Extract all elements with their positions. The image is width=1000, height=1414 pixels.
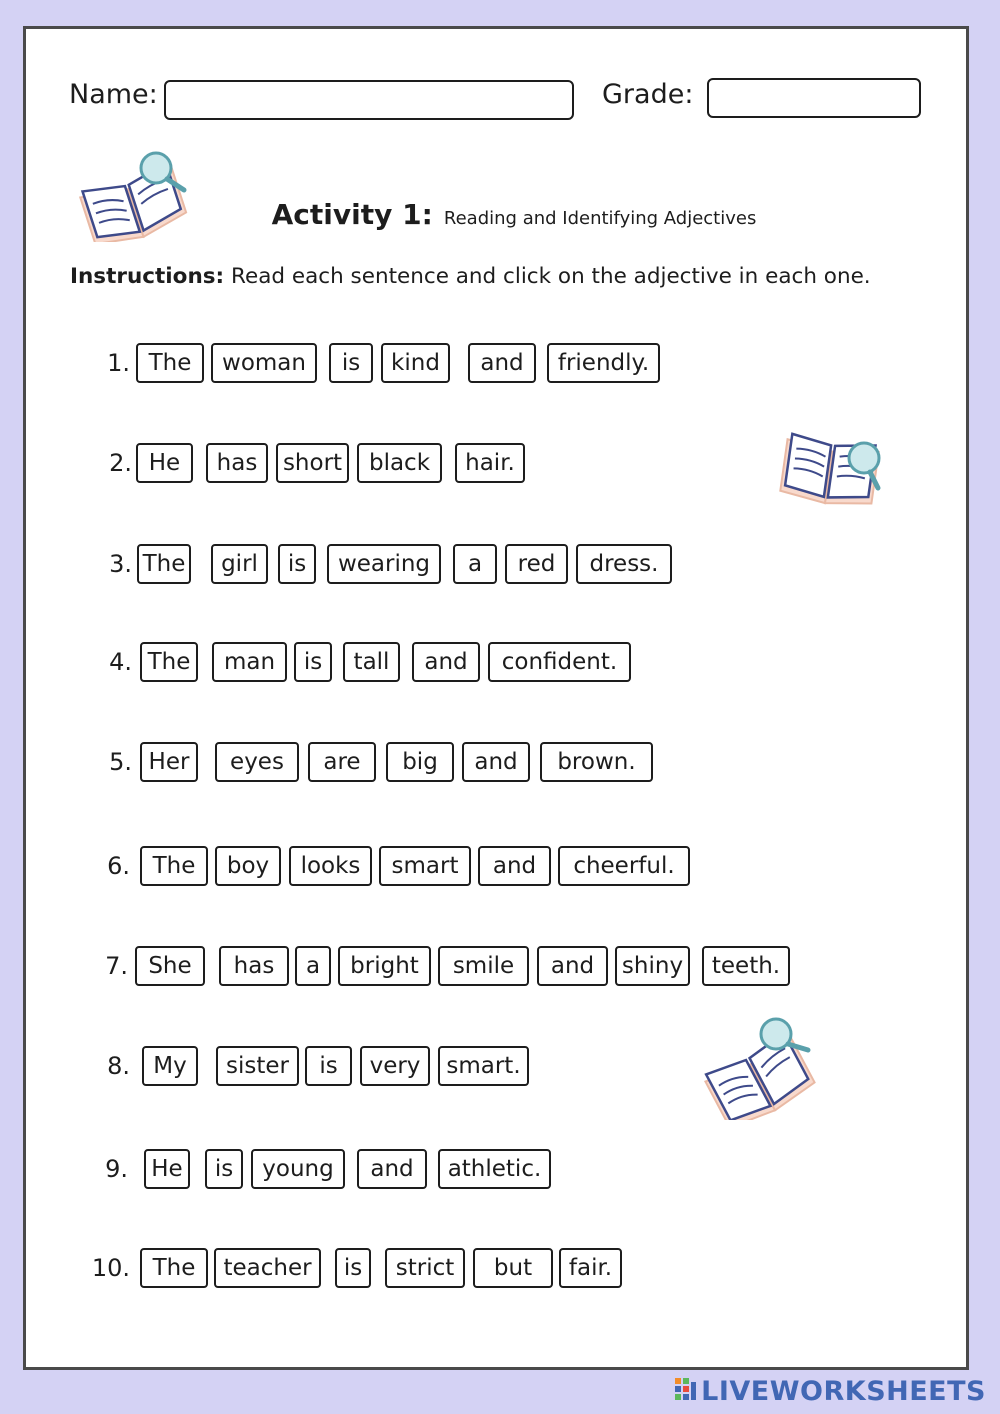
word-box[interactable]: and <box>468 343 536 383</box>
word-box[interactable]: eyes <box>215 742 299 782</box>
word-box[interactable]: smart <box>379 846 471 886</box>
word-box[interactable]: brown. <box>540 742 653 782</box>
instructions <box>70 264 970 289</box>
word-box[interactable]: athletic. <box>438 1149 551 1189</box>
word-box[interactable]: is <box>205 1149 243 1189</box>
word-box[interactable]: dress. <box>576 544 672 584</box>
activity-subtitle: Reading and Identifying Adjectives <box>443 208 757 229</box>
word-box[interactable]: and <box>537 946 608 986</box>
sentence-row <box>0 1149 1000 1193</box>
word-box[interactable]: Her <box>140 742 198 782</box>
word-box[interactable]: and <box>462 742 530 782</box>
word-box[interactable]: The <box>140 642 198 682</box>
sentence-number: 2. <box>109 449 132 477</box>
sentence-number: 8. <box>107 1052 130 1080</box>
sentence-row <box>0 1046 1000 1090</box>
word-box[interactable]: has <box>219 946 289 986</box>
instructions-label: Instructions: <box>70 264 225 289</box>
activity-title <box>0 198 1000 231</box>
word-box[interactable]: smart. <box>438 1046 529 1086</box>
grade-label: Grade: <box>602 79 694 110</box>
word-box[interactable]: cheerful. <box>558 846 690 886</box>
word-box[interactable]: bright <box>338 946 431 986</box>
word-box[interactable]: sister <box>216 1046 299 1086</box>
instructions-text: Read each sentence and click on the adjective in each one. <box>224 264 871 289</box>
word-box[interactable]: red <box>505 544 568 584</box>
word-box[interactable]: The <box>137 544 191 584</box>
word-box[interactable]: teacher <box>214 1248 321 1288</box>
word-box[interactable]: shiny <box>615 946 690 986</box>
word-box[interactable]: My <box>142 1046 198 1086</box>
activity-title-main: Activity 1: <box>271 198 433 231</box>
word-box[interactable]: and <box>412 642 480 682</box>
sentence-row <box>0 946 1000 990</box>
word-box[interactable]: but <box>473 1248 553 1288</box>
word-box[interactable]: a <box>295 946 331 986</box>
sentence-row <box>0 742 1000 786</box>
sentence-row <box>0 642 1000 686</box>
word-box[interactable]: is <box>335 1248 371 1288</box>
word-box[interactable]: looks <box>289 846 372 886</box>
word-box[interactable]: smile <box>438 946 529 986</box>
word-box[interactable]: man <box>212 642 287 682</box>
word-box[interactable]: very <box>360 1046 430 1086</box>
word-box[interactable]: hair. <box>455 443 525 483</box>
word-box[interactable]: is <box>329 343 373 383</box>
sentence-number: 6. <box>107 852 130 880</box>
name-input[interactable] <box>164 80 574 120</box>
word-box[interactable]: confident. <box>488 642 631 682</box>
sentence-number: 4. <box>109 648 132 676</box>
word-box[interactable]: fair. <box>559 1248 622 1288</box>
word-box[interactable]: strict <box>385 1248 465 1288</box>
word-box[interactable]: and <box>478 846 551 886</box>
word-box[interactable]: woman <box>211 343 317 383</box>
word-box[interactable]: wearing <box>327 544 441 584</box>
word-box[interactable]: tall <box>343 642 400 682</box>
word-box[interactable]: is <box>294 642 332 682</box>
word-box[interactable]: He <box>144 1149 190 1189</box>
word-box[interactable]: She <box>135 946 205 986</box>
word-box[interactable]: young <box>251 1149 345 1189</box>
name-label: Name: <box>69 79 158 110</box>
sentence-row <box>0 1248 1000 1292</box>
word-box[interactable]: big <box>386 742 454 782</box>
word-box[interactable]: short <box>276 443 349 483</box>
word-box[interactable]: and <box>357 1149 427 1189</box>
sentence-number: 5. <box>109 748 132 776</box>
word-box[interactable]: is <box>305 1046 352 1086</box>
word-box[interactable]: are <box>308 742 376 782</box>
word-box[interactable]: The <box>136 343 204 383</box>
sentence-number: 9. <box>105 1155 128 1183</box>
sentence-row <box>0 443 1000 487</box>
word-box[interactable]: kind <box>381 343 450 383</box>
sentence-row <box>0 544 1000 588</box>
sentence-number: 3. <box>109 550 132 578</box>
word-box[interactable]: He <box>136 443 193 483</box>
grade-input[interactable] <box>707 78 921 118</box>
sentence-row <box>0 846 1000 890</box>
sentence-row <box>0 343 1000 387</box>
word-box[interactable]: black <box>357 443 442 483</box>
word-box[interactable]: a <box>453 544 497 584</box>
word-box[interactable]: teeth. <box>702 946 790 986</box>
liveworksheets-logo-icon <box>675 1378 697 1404</box>
word-box[interactable]: is <box>278 544 316 584</box>
word-box[interactable]: The <box>140 1248 208 1288</box>
liveworksheets-logo <box>675 1376 986 1406</box>
word-box[interactable]: boy <box>215 846 281 886</box>
word-box[interactable]: has <box>206 443 268 483</box>
sentence-number: 7. <box>105 952 128 980</box>
sentence-number: 10. <box>91 1254 130 1282</box>
word-box[interactable]: friendly. <box>547 343 660 383</box>
liveworksheets-brand: LIVEWORKSHEETS <box>701 1375 986 1407</box>
sentence-number: 1. <box>107 349 130 377</box>
word-box[interactable]: The <box>140 846 208 886</box>
word-box[interactable]: girl <box>211 544 268 584</box>
